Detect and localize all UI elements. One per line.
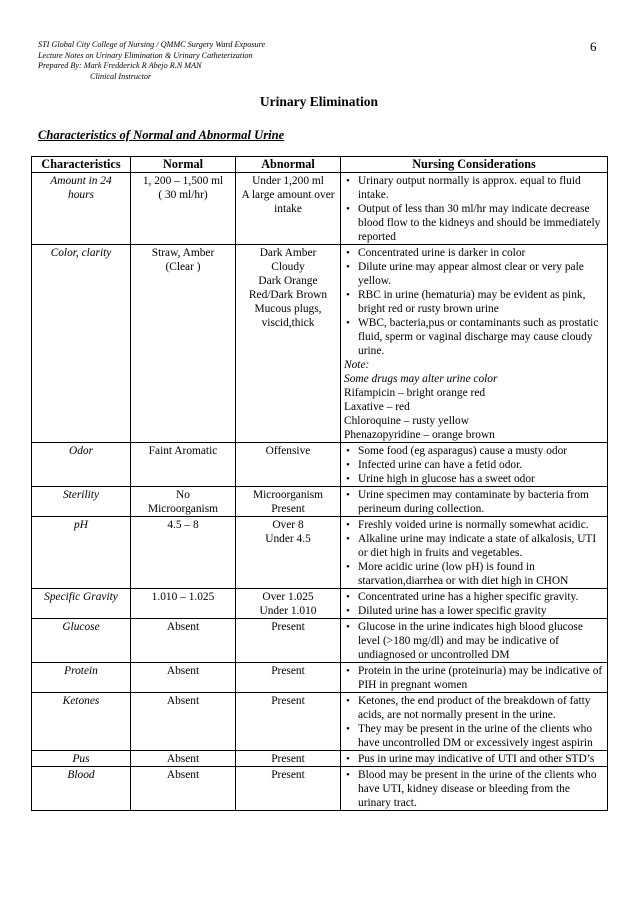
table-row: [32, 619, 608, 663]
normal-cell: [131, 245, 236, 443]
list-item: • Glucose in the urine indicates high blood glucose level (>180 mg/dl) and may be indicative of undiagnosed or uncontrolled DM: [344, 620, 604, 662]
header-line-1: STI Global City College of Nursing / QMMC Surgery Ward Exposure: [38, 40, 266, 49]
drug-color-line: Rifampicin – bright orange red: [344, 387, 486, 399]
normal-cell: [131, 619, 236, 663]
abnormal-cell: [236, 173, 341, 245]
normal-cell-line: No: [176, 489, 190, 501]
list-item: • Dilute urine may appear almost clear or very pale yellow.: [344, 260, 604, 288]
normal-cell-line: Absent: [166, 769, 200, 781]
table-row: [32, 517, 608, 589]
considerations-list: [344, 768, 604, 810]
characteristic-cell-line: Color, clarity: [50, 247, 112, 259]
list-item: • Urine specimen may contaminate by bacteria from perineum during collection.: [344, 488, 604, 516]
table-row: [32, 767, 608, 811]
header-line-4: Clinical Instructor: [90, 71, 152, 81]
characteristic-cell: [32, 443, 131, 487]
abnormal-cell: [236, 487, 341, 517]
normal-cell: [131, 173, 236, 245]
list-item: • WBC, bacteria,pus or contaminants such as prostatic fluid, sperm or vaginal discharge may cause cloudy urine.: [344, 316, 604, 358]
list-item: • Ketones, the end product of the breakdown of fatty acids, are not normally present in the urine.: [344, 694, 604, 722]
abnormal-cell-line: Red/Dark Brown: [248, 289, 328, 301]
list-item: • Infected urine can have a fetid odor.: [344, 458, 604, 472]
characteristic-cell-line: Protein: [64, 665, 98, 677]
normal-cell-line: Absent: [166, 621, 200, 633]
abnormal-cell-line: Cloudy: [271, 261, 305, 273]
table-row: [32, 663, 608, 693]
document-header: [38, 40, 265, 82]
table-row: [32, 693, 608, 751]
header-nursing-considerations: Nursing Considerations: [341, 157, 608, 173]
drug-color-line: Chloroquine – rusty yellow: [344, 415, 469, 427]
list-item: • Alkaline urine may indicate a state of alkalosis, UTI or diet high in fruits and vegetables.: [344, 532, 604, 560]
header-characteristics: Characteristics: [32, 157, 131, 173]
normal-cell: [131, 517, 236, 589]
considerations-list: [344, 620, 604, 662]
characteristic-cell-line: hours: [68, 189, 94, 201]
abnormal-cell: [236, 245, 341, 443]
characteristic-cell-line: Specific Gravity: [44, 591, 118, 603]
section-subtitle: Characteristics of Normal and Abnormal Urine: [38, 128, 285, 142]
considerations-list: [344, 590, 604, 618]
normal-cell-line: (Clear ): [165, 261, 201, 273]
header-abnormal: Abnormal: [236, 157, 341, 173]
considerations-list: [344, 752, 604, 766]
table-row: [32, 245, 608, 443]
normal-cell: [131, 663, 236, 693]
table-row: [32, 487, 608, 517]
list-item: • Urine high in glucose has a sweet odor: [344, 472, 604, 486]
abnormal-cell-line: Over 1.025: [262, 591, 314, 603]
abnormal-cell: [236, 751, 341, 767]
table-row: [32, 589, 608, 619]
considerations-list: [344, 518, 604, 588]
list-item: • RBC in urine (hematuria) may be evident as pink, bright red or rusty brown urine: [344, 288, 604, 316]
characteristic-cell: [32, 693, 131, 751]
abnormal-cell-line: Present: [271, 695, 305, 707]
drug-color-line: Laxative – red: [344, 401, 410, 413]
list-item: • Diluted urine has a lower specific gravity: [344, 604, 604, 618]
characteristic-cell: [32, 751, 131, 767]
characteristic-cell-line: Blood: [67, 769, 95, 781]
table-row: [32, 173, 608, 245]
characteristic-cell: [32, 589, 131, 619]
considerations-list: [344, 664, 604, 692]
considerations-cell: [341, 517, 608, 589]
abnormal-cell-line: Present: [271, 621, 305, 633]
list-item: • Freshly voided urine is normally somewhat acidic.: [344, 518, 604, 532]
abnormal-cell-line: Present: [271, 769, 305, 781]
considerations-list: [344, 174, 604, 244]
normal-cell-line: Microorganism: [147, 503, 219, 515]
page-number: 6: [590, 39, 597, 54]
considerations-cell: [341, 767, 608, 811]
list-item: • Blood may be present in the urine of the clients who have UTI, kidney disease or bleeding from the urinary tract.: [344, 768, 604, 810]
considerations-cell: [341, 245, 608, 443]
abnormal-cell-line: Under 4.5: [265, 533, 311, 545]
normal-cell: [131, 589, 236, 619]
characteristic-cell-line: Glucose: [62, 621, 100, 633]
abnormal-cell-line: Offensive: [265, 445, 311, 457]
considerations-cell: [341, 443, 608, 487]
considerations-cell: [341, 751, 608, 767]
list-item: • Some food (eg asparagus) cause a musty odor: [344, 444, 604, 458]
considerations-list: [344, 444, 604, 486]
abnormal-cell-line: Over 8: [272, 519, 304, 531]
normal-cell-line: Faint Aromatic: [148, 445, 218, 457]
abnormal-cell-line: Mucous plugs,: [254, 303, 322, 315]
abnormal-cell: [236, 589, 341, 619]
list-item: • Protein in the urine (proteinuria) may be indicative of PIH in pregnant women: [344, 664, 604, 692]
characteristic-cell: [32, 487, 131, 517]
characteristic-cell-line: Pus: [72, 753, 90, 765]
considerations-list: [344, 488, 604, 516]
considerations-cell: [341, 487, 608, 517]
abnormal-cell: [236, 663, 341, 693]
abnormal-cell-line: Microorganism: [252, 489, 324, 501]
considerations-cell: [341, 173, 608, 245]
normal-cell: [131, 693, 236, 751]
abnormal-cell-line: Dark Amber: [259, 247, 317, 259]
normal-cell-line: ( 30 ml/hr): [158, 189, 208, 201]
considerations-cell: [341, 589, 608, 619]
note-text: Some drugs may alter urine color: [344, 373, 498, 385]
characteristic-cell-line: Sterility: [62, 489, 100, 501]
normal-cell-line: Absent: [166, 695, 200, 707]
normal-cell-line: 4.5 – 8: [167, 519, 199, 531]
characteristic-cell: [32, 173, 131, 245]
list-item: • Output of less than 30 ml/hr may indicate decrease blood flow to the kidneys and should be immediately reported: [344, 202, 604, 244]
normal-cell-line: 1.010 – 1.025: [151, 591, 215, 603]
list-item: • Concentrated urine is darker in color: [344, 246, 604, 260]
abnormal-cell-line: Under 1.010: [259, 605, 317, 617]
drug-color-line: Phenazopyridine – orange brown: [344, 429, 495, 441]
list-item: • They may be present in the urine of the clients who have uncontrolled DM or excessively ingest aspirin: [344, 722, 604, 750]
characteristic-cell: [32, 517, 131, 589]
abnormal-cell-line: Dark Orange: [258, 275, 318, 287]
abnormal-cell: [236, 693, 341, 751]
list-item: • Pus in urine may indicative of UTI and other STD’s: [344, 752, 604, 766]
abnormal-cell-line: Present: [271, 753, 305, 765]
normal-cell-line: Absent: [166, 753, 200, 765]
considerations-cell: [341, 663, 608, 693]
abnormal-cell: [236, 443, 341, 487]
abnormal-cell-line: A large amount over: [241, 189, 335, 201]
characteristic-cell: [32, 245, 131, 443]
abnormal-cell: [236, 619, 341, 663]
considerations-cell: [341, 693, 608, 751]
characteristic-cell: [32, 663, 131, 693]
list-item: • Urinary output normally is approx. equal to fluid intake.: [344, 174, 604, 202]
list-item: • Concentrated urine has a higher specific gravity.: [344, 590, 604, 604]
characteristic-cell-line: pH: [74, 519, 88, 531]
abnormal-cell: [236, 517, 341, 589]
characteristic-cell-line: Odor: [68, 445, 94, 457]
header-normal: Normal: [131, 157, 236, 173]
header-line-3: Prepared By: Mark Fredderick R Abejo R.N MAN: [38, 61, 202, 71]
abnormal-cell-line: intake: [274, 203, 302, 215]
characteristic-cell: [32, 767, 131, 811]
abnormal-cell-line: Present: [271, 665, 305, 677]
considerations-list: [344, 246, 604, 358]
normal-cell-line: Straw, Amber: [151, 247, 215, 259]
table-header-row: [32, 157, 608, 173]
abnormal-cell-line: Present: [271, 503, 305, 515]
normal-cell: [131, 443, 236, 487]
table-row: [32, 443, 608, 487]
table-body: [32, 173, 608, 811]
normal-cell-line: Absent: [166, 665, 200, 677]
page-title: Urinary Elimination: [259, 94, 379, 109]
normal-cell-line: 1, 200 – 1,500 ml: [142, 175, 224, 187]
urine-characteristics-table: [31, 156, 608, 811]
abnormal-cell-line: viscid,thick: [261, 317, 315, 329]
considerations-list: [344, 694, 604, 750]
considerations-cell: [341, 619, 608, 663]
abnormal-cell-line: Under 1,200 ml: [252, 175, 324, 187]
characteristic-cell: [32, 619, 131, 663]
table-row: [32, 751, 608, 767]
abnormal-cell: [236, 767, 341, 811]
note-label: Note:: [344, 359, 370, 371]
normal-cell: [131, 487, 236, 517]
header-line-2: Lecture Notes on Urinary Elimination & Urinary Catheterization: [38, 50, 253, 60]
normal-cell: [131, 767, 236, 811]
characteristic-cell-line: Ketones: [62, 695, 100, 707]
characteristic-cell-line: Amount in 24: [50, 175, 112, 187]
list-item: • More acidic urine (low pH) is found in starvation,diarrhea or with diet high in CHON: [344, 560, 604, 588]
normal-cell: [131, 751, 236, 767]
